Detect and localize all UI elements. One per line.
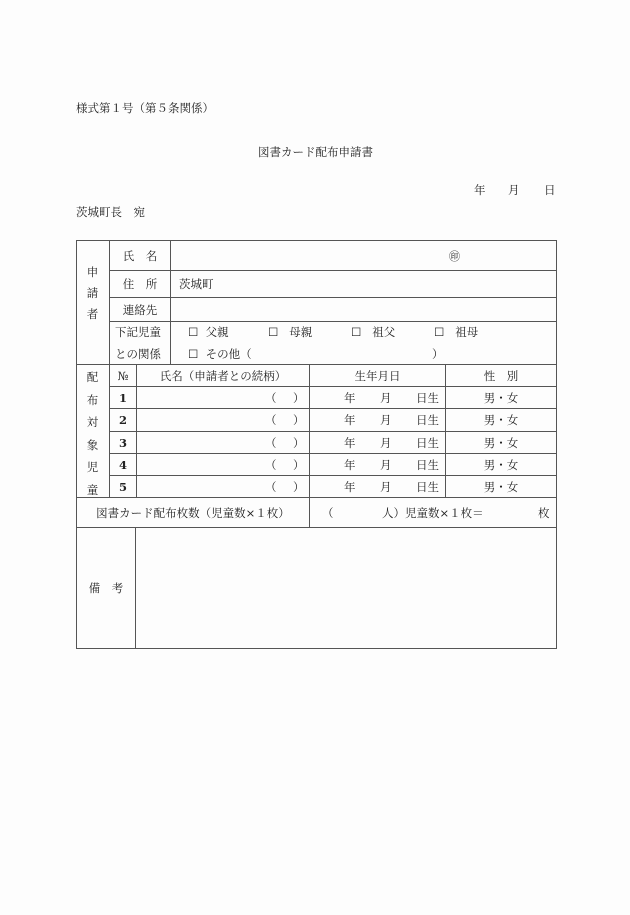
child-birthdate-field[interactable]: 年 月 日生 <box>344 457 439 472</box>
card-count-label: 図書カード配布枚数（児童数×１枚） <box>96 505 290 520</box>
column-header-no: № <box>117 368 129 383</box>
children-section-label: 配 布 対 象 児 童 <box>86 370 99 497</box>
relation-label-1: 下記児童 <box>115 325 161 339</box>
date-month-label: 月 <box>508 183 520 197</box>
child-birthdate-field[interactable]: 年 月 日生 <box>344 390 439 405</box>
row-no: 1 <box>118 390 127 405</box>
relation-option-grandmother[interactable]: ☐ 祖母 <box>434 325 479 339</box>
row-no: 5 <box>118 479 127 494</box>
address-value: 茨城町 <box>179 277 214 291</box>
child-name-field[interactable]: （ ） <box>265 435 305 450</box>
row-no: 4 <box>118 457 127 472</box>
relation-option-other[interactable]: ☐ その他（ <box>188 347 252 361</box>
checkbox-icon[interactable]: ☐ <box>434 325 445 339</box>
relation-label-2: との関係 <box>115 347 161 361</box>
child-gender-field[interactable]: 男・女 <box>483 390 519 405</box>
checkbox-icon[interactable]: ☐ <box>188 347 199 361</box>
applicant-section-label: 申 請 者 <box>86 265 99 321</box>
child-birthdate-field[interactable]: 年 月 日生 <box>344 479 439 494</box>
column-header-gender: 性 別 <box>483 368 519 383</box>
divider <box>109 321 556 322</box>
child-gender-field[interactable]: 男・女 <box>483 479 519 494</box>
column-header-birthdate: 生年月日 <box>354 368 401 383</box>
child-gender-field[interactable]: 男・女 <box>483 413 519 427</box>
remarks-field[interactable] <box>136 528 556 648</box>
relation-option-mother[interactable]: ☐ 母親 <box>268 325 313 339</box>
relation-option-grandfather[interactable]: ☐ 祖父 <box>351 325 396 339</box>
card-count-field[interactable]: （ 人）児童数×１枚＝ 枚 <box>322 505 550 520</box>
relation-other-close: ） <box>432 347 444 361</box>
date-year-label: 年 <box>474 183 486 197</box>
addressee: 茨城町長 宛 <box>76 205 145 219</box>
applicant-address-field[interactable] <box>171 271 556 297</box>
address-label: 住 所 <box>122 277 158 291</box>
row-no: 2 <box>118 413 127 427</box>
row-no: 3 <box>118 435 127 450</box>
child-name-field[interactable]: （ ） <box>265 479 305 494</box>
child-gender-field[interactable]: 男・女 <box>483 457 519 472</box>
relation-option-father[interactable]: ☐ 父親 <box>188 325 229 339</box>
child-birthdate-field[interactable]: 年 月 日生 <box>344 413 439 427</box>
page-title: 図書カード配布申請書 <box>258 145 373 159</box>
column-header-name: 氏名（申請者との続柄） <box>159 368 287 383</box>
form-number: 様式第１号（第５条関係） <box>76 101 214 115</box>
child-gender-field[interactable]: 男・女 <box>483 435 519 450</box>
checkbox-icon[interactable]: ☐ <box>188 325 199 339</box>
child-birthdate-field[interactable]: 年 月 日生 <box>344 435 439 450</box>
checkbox-icon[interactable]: ☐ <box>351 325 362 339</box>
table-border-right <box>556 240 557 649</box>
contact-label: 連絡先 <box>122 302 158 317</box>
table-border-bottom <box>76 648 557 649</box>
date-day-label: 日 <box>544 183 556 197</box>
seal-mark: ㊞ <box>449 249 460 263</box>
child-name-field[interactable]: （ ） <box>265 413 305 427</box>
child-name-field[interactable]: （ ） <box>265 390 305 405</box>
child-name-field[interactable]: （ ） <box>265 457 305 472</box>
applicant-contact-field[interactable] <box>171 298 556 321</box>
name-label: 氏 名 <box>122 248 158 263</box>
checkbox-icon[interactable]: ☐ <box>268 325 279 339</box>
remarks-label: 備 考 <box>88 581 124 595</box>
applicant-name-field[interactable] <box>171 241 556 270</box>
